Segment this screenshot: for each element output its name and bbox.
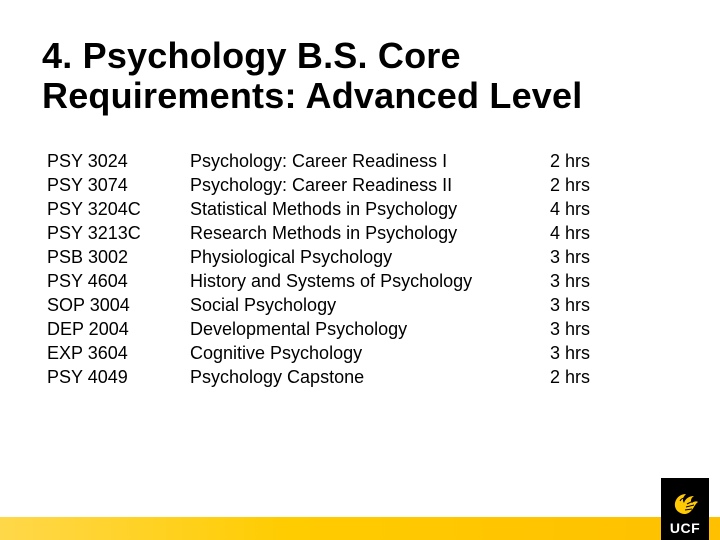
course-row — [47, 245, 667, 269]
pegasus-icon — [670, 489, 700, 517]
slide-title — [42, 36, 682, 116]
course-hours: 2 hrs — [550, 367, 591, 387]
course-name: Cognitive Psychology — [190, 343, 363, 363]
slide-title-line-1: 4. Psychology B.S. Core — [42, 35, 461, 76]
course-row — [47, 221, 667, 245]
course-hours: 2 hrs — [550, 151, 591, 171]
logo-text: UCF — [669, 520, 701, 536]
course-name: History and Systems of Psychology — [190, 271, 473, 291]
course-name: Psychology: Career Readiness II — [190, 175, 453, 195]
course-row — [47, 293, 667, 317]
course-code: EXP 3604 — [47, 343, 128, 363]
course-hours: 2 hrs — [550, 175, 591, 195]
course-name: Physiological Psychology — [190, 247, 393, 267]
course-hours: 3 hrs — [550, 271, 591, 291]
course-name: Statistical Methods in Psychology — [190, 199, 458, 219]
course-code: PSY 4049 — [47, 367, 128, 387]
course-row — [47, 317, 667, 341]
course-row — [47, 197, 667, 221]
course-row — [47, 269, 667, 293]
footer-bar — [0, 517, 720, 540]
course-code: PSY 3074 — [47, 175, 128, 195]
course-code: PSY 3213C — [47, 223, 141, 243]
course-row — [47, 173, 667, 197]
course-code: PSB 3002 — [47, 247, 129, 267]
course-code: SOP 3004 — [47, 295, 130, 315]
course-code: PSY 3024 — [47, 151, 128, 171]
slide-title-line-2: Requirements: Advanced Level — [42, 75, 583, 116]
course-name: Research Methods in Psychology — [190, 223, 458, 243]
course-row — [47, 341, 667, 365]
course-row — [47, 149, 667, 173]
course-row — [47, 365, 667, 389]
course-name: Psychology: Career Readiness I — [190, 151, 448, 171]
course-code: PSY 3204C — [47, 199, 141, 219]
course-code: DEP 2004 — [47, 319, 129, 339]
course-hours: 4 hrs — [550, 223, 591, 243]
course-name: Social Psychology — [190, 295, 337, 315]
course-hours: 3 hrs — [550, 247, 591, 267]
ucf-logo — [661, 478, 709, 540]
course-name: Psychology Capstone — [190, 367, 365, 387]
course-hours: 4 hrs — [550, 199, 591, 219]
course-hours: 3 hrs — [550, 319, 591, 339]
course-name: Developmental Psychology — [190, 319, 408, 339]
course-hours: 3 hrs — [550, 295, 591, 315]
course-hours: 3 hrs — [550, 343, 591, 363]
course-code: PSY 4604 — [47, 271, 128, 291]
course-list — [47, 149, 667, 389]
